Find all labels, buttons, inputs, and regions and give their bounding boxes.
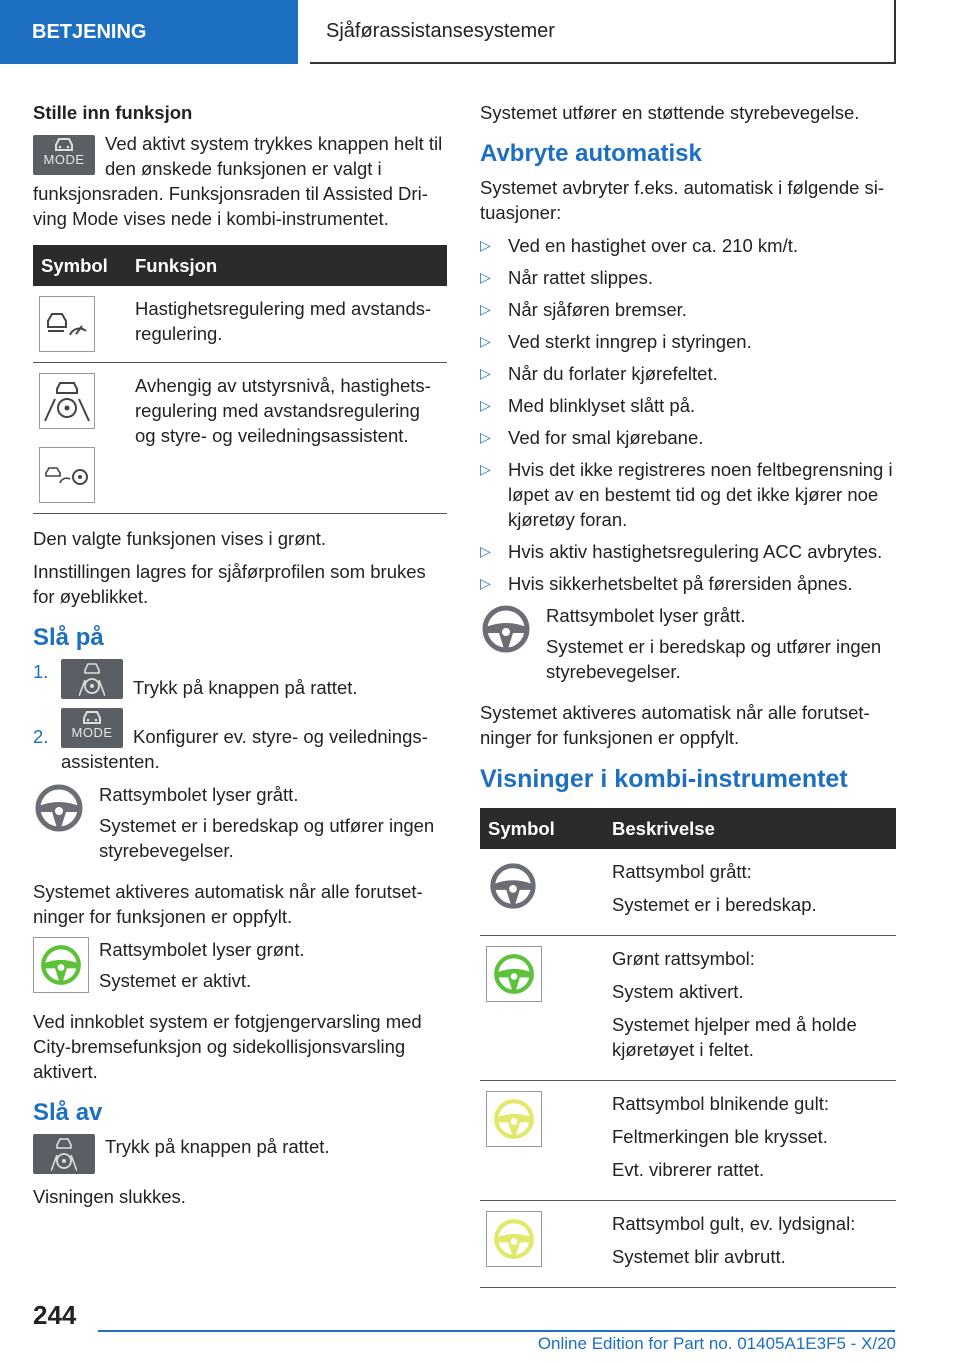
engaged-text: Ved innkoblet system er fotgjengervarsling med City-bremsefunksjon og sidekollisjonsvarsling aktivert. xyxy=(33,1011,422,1082)
steering-wheel-grey-icon xyxy=(33,782,85,834)
list-item xyxy=(480,265,896,290)
p-saved: Innstillingen lagres for sjåførprofilen som brukes for øyeblikket. xyxy=(33,561,426,607)
desc-line: Rattsymbol blnikende gult: xyxy=(612,1093,829,1114)
off-done-text: Visningen slukkes. xyxy=(33,1186,186,1207)
chapter-title: Sjåførassistansesystemer xyxy=(326,19,555,42)
assist-button-icon xyxy=(61,659,123,699)
heading-switch-off: Slå av xyxy=(33,1099,103,1126)
th-description: Beskrivelse xyxy=(604,808,896,849)
display-table xyxy=(480,808,896,1288)
footer-divider xyxy=(98,1330,895,1332)
bullet-icon: ▷ xyxy=(480,365,491,381)
th-symbol: Symbol xyxy=(33,245,127,286)
steering-wheel-yellow-icon xyxy=(486,1211,542,1267)
bullet-icon: ▷ xyxy=(480,397,491,413)
steering-wheel-grey-icon xyxy=(480,603,532,655)
list-item xyxy=(480,571,896,596)
bullet-icon: ▷ xyxy=(480,301,491,317)
function-table xyxy=(33,245,447,514)
grey-wheel-note xyxy=(33,782,447,869)
steering-wheel-grey-icon xyxy=(486,859,540,913)
table-row xyxy=(480,849,896,936)
step-number: 1. xyxy=(33,661,49,682)
steering-wheel-yellow-icon xyxy=(486,1091,542,1147)
table-row xyxy=(480,936,896,1081)
desc-line: Systemet blir avbrutt. xyxy=(612,1246,786,1267)
bullet-text: Ved en hastighet over ca. 210 km/t. xyxy=(508,235,799,256)
section-title: BETJENING xyxy=(32,20,147,43)
desc-line: Rattsymbol gult, ev. lydsignal: xyxy=(612,1213,856,1234)
step-body xyxy=(61,708,447,774)
green-note-2: Systemet er aktivt. xyxy=(99,970,252,991)
list-item xyxy=(480,393,896,418)
list-item xyxy=(33,659,447,700)
grey-note-2: Systemet er i beredskap og utfører ingen styrebevegelser. xyxy=(546,636,882,682)
bullet-icon: ▷ xyxy=(480,461,491,477)
page-number: 244 xyxy=(33,1300,77,1330)
chapter-header xyxy=(310,0,896,64)
row2-text: Avhengig av utstyrsnivå, hastighetsregulering med avstandsregulering og styre- og veiledningsassistent. xyxy=(127,363,447,514)
bullet-text: Ved for smal kjørebane. xyxy=(508,427,704,448)
desc-line: Evt. vibrerer rattet. xyxy=(612,1159,765,1180)
bullet-icon: ▷ xyxy=(480,237,491,253)
heading-displays: Visninger i kombi-instrumentet xyxy=(480,765,848,793)
p-green: Den valgte funksjonen vises i grønt. xyxy=(33,528,327,549)
list-item xyxy=(480,233,896,258)
right-column xyxy=(480,100,896,1300)
bullet-text: Når sjåføren bremser. xyxy=(508,299,687,320)
assist-icon xyxy=(39,373,95,429)
footer-edition: Online Edition for Part no. 01405A1E3F5 - X/20 xyxy=(537,1334,896,1353)
grey-note-1: Rattsymbolet lyser grått. xyxy=(546,605,746,626)
list-item xyxy=(480,361,896,386)
desc-line: Rattsymbol grått: xyxy=(612,861,752,882)
list-item xyxy=(480,425,896,450)
desc-line: Grønt rattsymbol: xyxy=(612,948,755,969)
step-text: Konfigurer ev. styre- og veiledningsassistenten. xyxy=(61,726,428,772)
desc-line: System aktivert. xyxy=(612,981,744,1002)
bullet-text: Når rattet slippes. xyxy=(508,267,653,288)
bullet-icon: ▷ xyxy=(480,269,491,285)
bullet-text: Hvis det ikke registreres noen feltbegrensning i løpet av en bestemt tid og det ikke kjører noe kjøretøy foran. xyxy=(508,459,893,530)
bullet-icon: ▷ xyxy=(480,429,491,445)
support-text: Systemet utfører en støttende styrebevegelse. xyxy=(480,102,860,123)
list-item xyxy=(480,297,896,322)
green-wheel-note xyxy=(33,937,447,999)
bullet-icon: ▷ xyxy=(480,333,491,349)
table-row xyxy=(33,286,447,363)
off-text: Trykk på knappen på rattet. xyxy=(105,1136,330,1157)
steering-wheel-green-icon xyxy=(33,937,89,993)
table-row xyxy=(33,363,447,514)
list-item xyxy=(480,329,896,354)
abort-intro: Systemet avbryter f.eks. automatisk i følgende situasjoner: xyxy=(480,177,885,223)
table-row xyxy=(480,1081,896,1201)
mode-button-icon xyxy=(61,708,123,748)
row1-text: Hastighetsregulering med avstandsregulering. xyxy=(127,286,447,363)
desc-line: Feltmerkingen ble krysset. xyxy=(612,1126,828,1147)
speed-distance-icon xyxy=(39,296,95,352)
abort-list xyxy=(480,233,896,596)
bullet-text: Når du forlater kjørefeltet. xyxy=(508,363,718,384)
grey-note-1: Rattsymbolet lyser grått. xyxy=(99,784,299,805)
steering-wheel-green-icon xyxy=(486,946,542,1002)
mode-label: MODE xyxy=(71,725,113,740)
bullet-text: Hvis aktiv hastighetsregulering ACC avbrytes. xyxy=(508,541,883,562)
grey-note-2: Systemet er i beredskap og utfører ingen styrebevegelser. xyxy=(99,815,435,861)
assist-button-icon xyxy=(33,1134,95,1174)
desc-line: Systemet hjelper med å holde kjøretøyet i feltet. xyxy=(612,1014,857,1060)
green-note-1: Rattsymbolet lyser grønt. xyxy=(99,939,305,960)
mode-intro xyxy=(33,131,447,231)
bullet-icon: ▷ xyxy=(480,575,491,591)
desc-line: Systemet er i beredskap. xyxy=(612,894,817,915)
list-item xyxy=(33,708,447,774)
mode-label: MODE xyxy=(43,152,85,167)
steps-list xyxy=(33,659,447,774)
bullet-text: Med blinklyset slått på. xyxy=(508,395,696,416)
mode-button-icon xyxy=(33,135,95,175)
step-number: 2. xyxy=(33,726,49,747)
off-instruction xyxy=(33,1134,447,1178)
grey-wheel-note xyxy=(480,603,896,690)
th-function: Funksjon xyxy=(127,245,447,286)
intro-text: Ved aktivt system trykkes knappen helt til den ønskede funksjonen er valgt i funksjonsraden. Funksjonsraden til Assisted Driving Mode vises nede i kombi-instrumentet. xyxy=(33,133,443,229)
table-row xyxy=(480,1201,896,1288)
left-column xyxy=(33,100,447,1217)
step-text: Trykk på knappen på rattet. xyxy=(133,677,358,698)
bullet-text: Ved sterkt inngrep i styringen. xyxy=(508,331,752,352)
heading-set-function: Stille inn funksjon xyxy=(33,102,193,123)
list-item xyxy=(480,539,896,564)
heading-abort: Avbryte automatisk xyxy=(480,140,702,167)
bullet-text: Hvis sikkerhetsbeltet på førersiden åpnes. xyxy=(508,573,853,594)
bullet-icon: ▷ xyxy=(480,543,491,559)
heading-switch-on: Slå på xyxy=(33,624,104,651)
th-symbol: Symbol xyxy=(480,808,604,849)
speed-steering-icon xyxy=(39,447,95,503)
section-tab xyxy=(0,0,298,64)
list-item xyxy=(480,457,896,532)
auto-activate-text: Systemet aktiveres automatisk når alle forutsetninger for funksjonen er oppfylt. xyxy=(480,702,870,748)
auto-activate-text: Systemet aktiveres automatisk når alle forutsetninger for funksjonen er oppfylt. xyxy=(33,881,423,927)
